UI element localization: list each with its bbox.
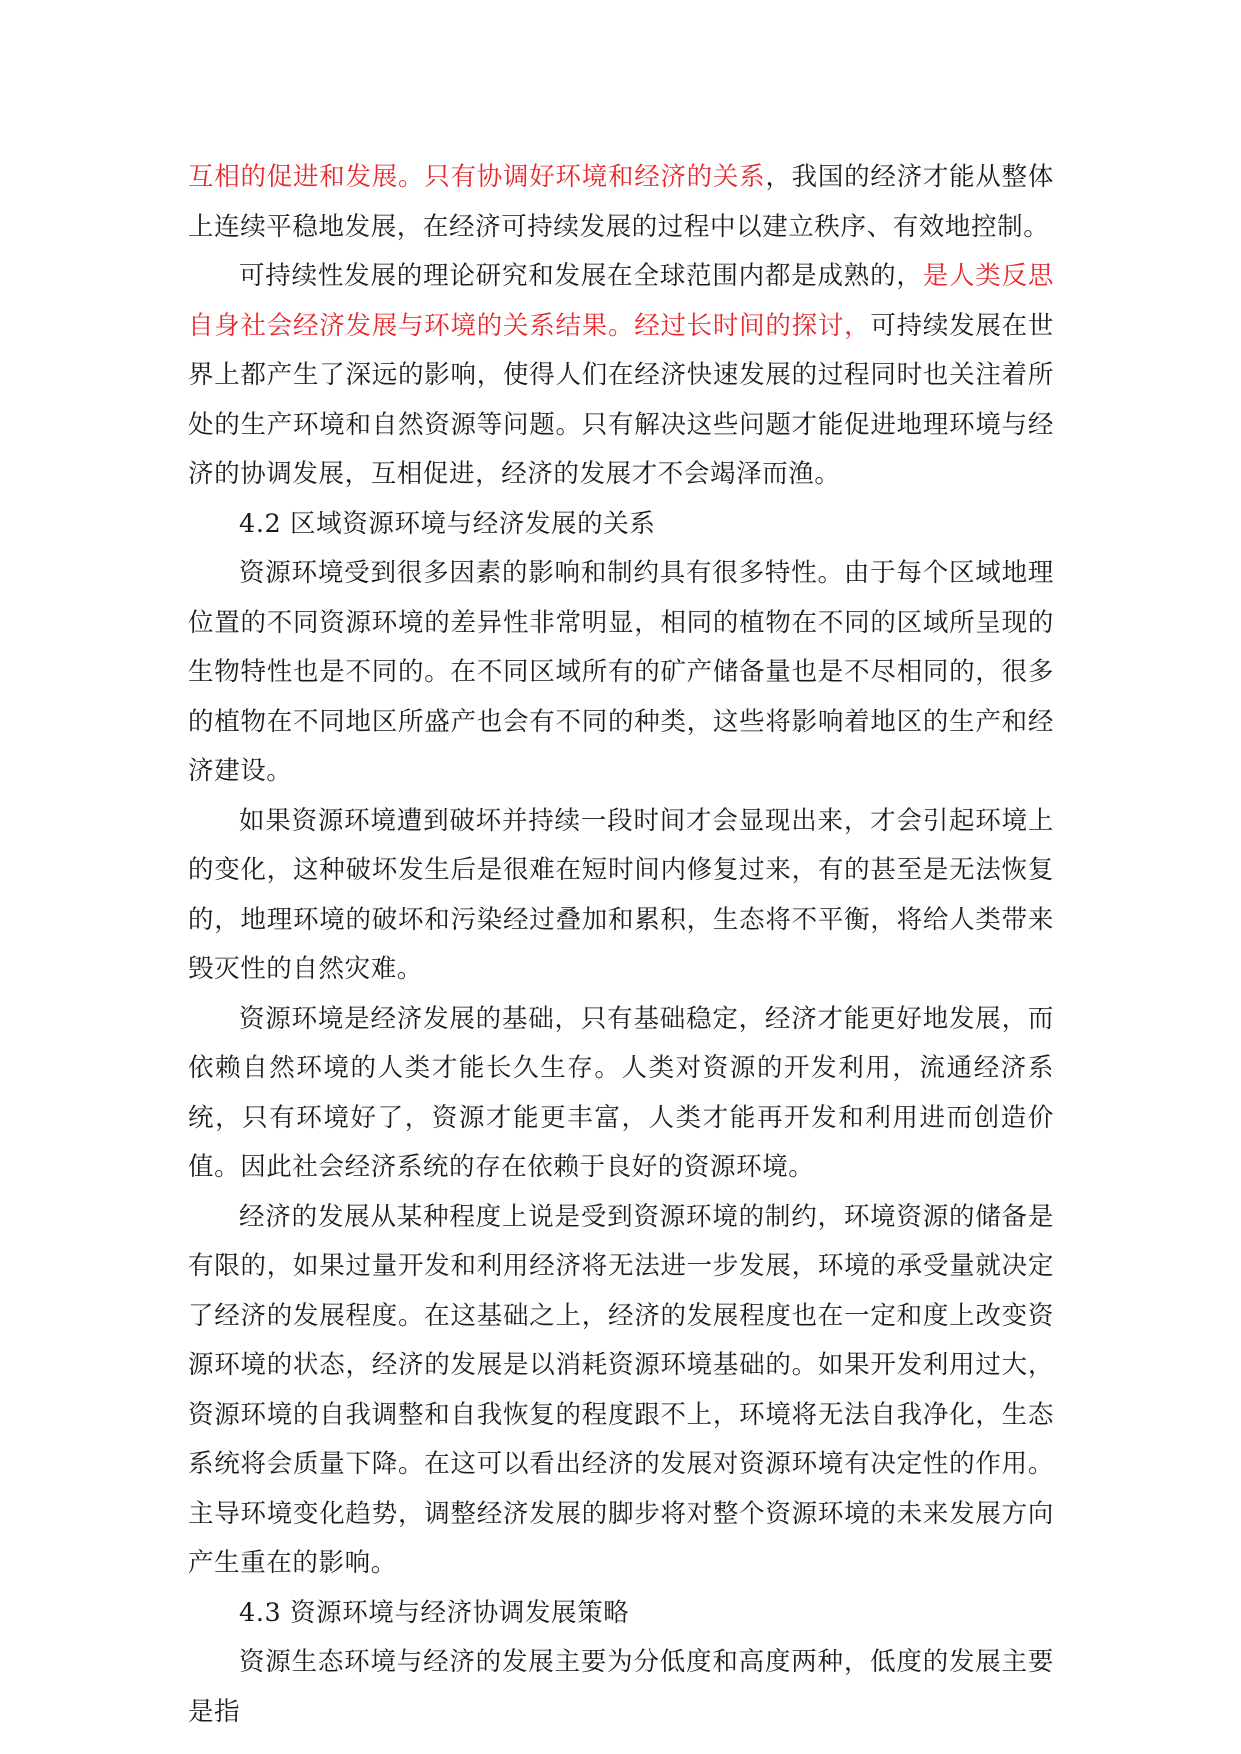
body-text: 可持续发展在世界上都产生了深远的影响，使得人们在经济快速发展的过程同时也关注着所处的生产环境和自然资源等问题。只有解决这些问题才能促进地理环境与经济的协调发展，互相促进，经济的发展才不会竭泽而渔。 [188,310,1055,489]
paragraph: 经济的发展从某种程度上说是受到资源环境的制约，环境资源的储备是有限的，如果过量开发和利用经济将无法进一步发展，环境的承受量就决定了经济的发展程度。在这基础之上，经济的发展程度也在一定和度上改变资源环境的状态，经济的发展是以消耗资源环境基础的。如果开发利用过大，资源环境的自我调整和自我恢复的程度跟不上，环境将无法自我净化，生态系统将会质量下降。在这可以看出经济的发展对资源环境有决定性的作用。主导环境变化趋势，调整经济发展的脚步将对整个资源环境的未来发展方向产生重在的影响。 [188,1201,1054,1578]
paragraph: 如果资源环境遭到破坏并持续一段时间才会显现出来，才会引起环境上的变化，这种破坏发生后是很难在短时间内修复过来，有的甚至是无法恢复的，地理环境的破坏和污染经过叠加和累积，生态将不平衡，将给人类带来毁灭性的自然灾难。 [188,805,1054,984]
paragraph: 资源生态环境与经济的发展主要为分低度和高度两种，低度的发展主要是指 [188,1647,1054,1727]
paragraph-continuation [188,153,1054,252]
paragraph: 资源环境是经济发展的基础，只有基础稳定，经济才能更好地发展，而依赖自然环境的人类才能长久生存。人类对资源的开发利用，流通经济系统，只有环境好了，资源才能更丰富，人类才能再开发和利用进而创造价值。因此社会经济系统的存在依赖于良好的资源环境。 [188,1003,1054,1182]
section-heading-4-2: 4.2 区域资源环境与经济发展的关系 [239,508,656,539]
paragraph [188,252,1054,500]
highlighted-text: 是人类反思自身社会经济发展与环境的关系结果。经过长时间的探讨， [188,261,1054,341]
highlighted-text: 互相的促进和发展。只有协调好环境和经济的关系 [188,162,766,192]
paragraph: 资源环境受到很多因素的影响和制约具有很多特性。由于每个区域地理位置的不同资源环境的差异性非常明显，相同的植物在不同的区域所呈现的生物特性也是不同的。在不同区域所有的矿产储备量也是不尽相同的，很多的植物在不同地区所盛产也会有不同的种类，这些将影响着地区的生产和经济建设。 [188,558,1054,786]
body-text: 可持续性发展的理论研究和发展在全球范围内都是成熟的， [239,261,923,291]
section-heading-4-3: 4.3 资源环境与经济协调发展策略 [239,1597,630,1628]
body-text: ，我国的经济才能从整体上连续平稳地发展，在经济可持续发展的过程中以建立秩序、有效地控制。 [188,162,1055,242]
document-body [188,153,1054,1737]
